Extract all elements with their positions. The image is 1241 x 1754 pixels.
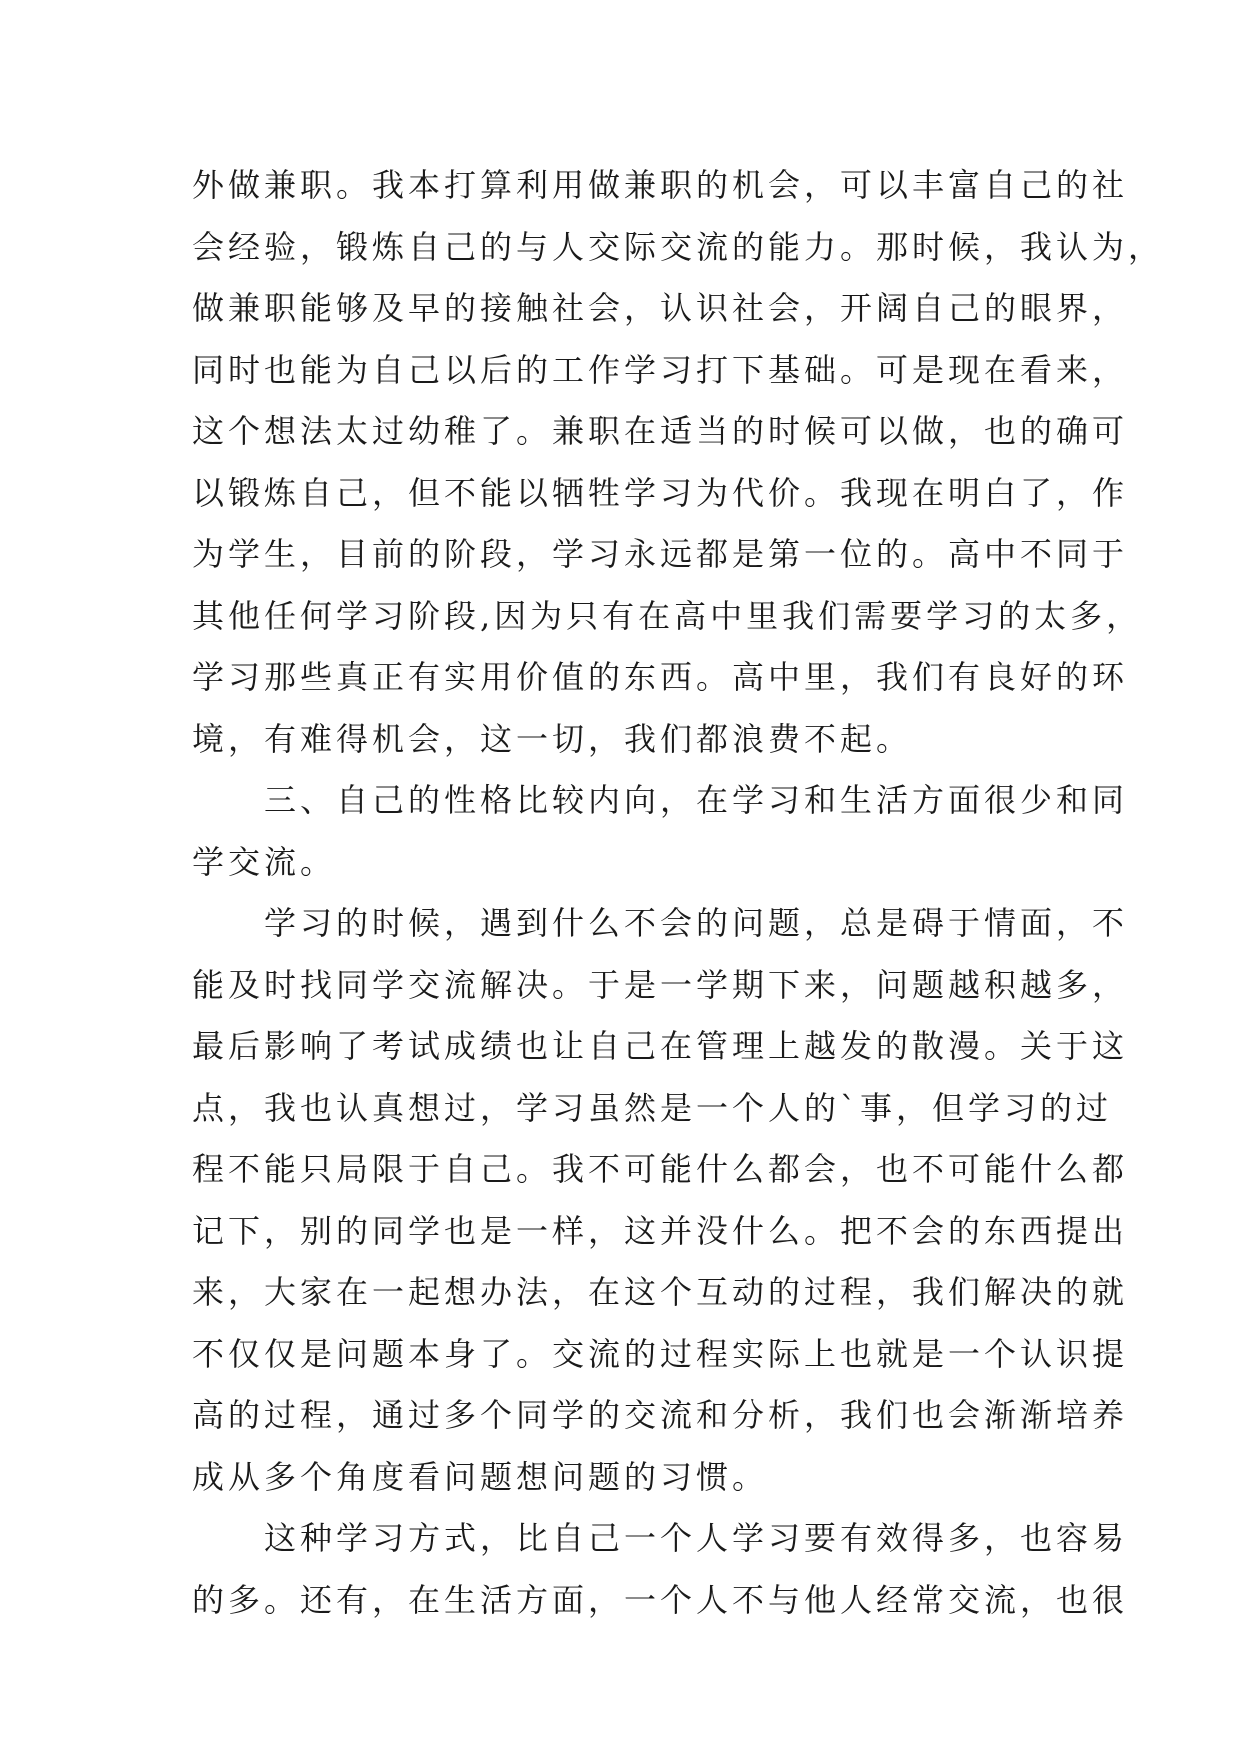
paragraph-start-line: 这种学习方式，比自己一个人学习要有效得多，也容易	[264, 1519, 1129, 1557]
text-line: 其他任何学习阶段,因为只有在高中里我们需要学习的太多，	[192, 596, 1143, 635]
text-line: 成从多个角度看问题想问题的习惯。	[192, 1457, 769, 1496]
text-line: 以锻炼自己，但不能以牺牲学习为代价。我现在明白了，作	[192, 473, 1129, 512]
text-line: 会经验，锻炼自己的与人交际交流的能力。那时候，我认为，	[192, 227, 1165, 266]
text-line: 外做兼职。我本打算利用做兼职的机会，可以丰富自己的社	[192, 166, 1129, 204]
text-line: 不仅仅是问题本身了。交流的过程实际上也就是一个认识提	[192, 1334, 1129, 1373]
paragraph-start-line: 学习的时候，遇到什么不会的问题，总是碍于情面，不	[264, 904, 1129, 942]
text-line: 程不能只局限于自己。我不可能什么都会，也不可能什么都	[192, 1150, 1129, 1188]
text-line: 的多。还有，在生活方面，一个人不与他人经常交流，也很	[192, 1580, 1129, 1619]
text-line: 这个想法太过幼稚了。兼职在适当的时候可以做，也的确可	[192, 412, 1129, 450]
text-line: 点，我也认真想过，学习虽然是一个人的`事，但学习的过	[192, 1088, 1113, 1127]
document-body	[192, 155, 1165, 1631]
text-line: 做兼职能够及早的接触社会，认识社会，开阔自己的眼界，	[192, 289, 1129, 327]
text-line: 学习那些真正有实用价值的东西。高中里，我们有良好的环	[192, 658, 1129, 696]
text-line: 最后影响了考试成绩也让自己在管理上越发的散漫。关于这	[192, 1027, 1129, 1065]
text-line: 学交流。	[192, 842, 337, 881]
paragraph-heading-line: 三、自己的性格比较内向，在学习和生活方面很少和同	[264, 781, 1129, 819]
text-line: 来，大家在一起想办法，在这个互动的过程，我们解决的就	[192, 1273, 1129, 1311]
text-line: 境，有难得机会，这一切，我们都浪费不起。	[192, 719, 913, 758]
text-line: 高的过程，通过多个同学的交流和分析，我们也会渐渐培养	[192, 1396, 1129, 1434]
text-line: 能及时找同学交流解决。于是一学期下来，问题越积越多，	[192, 965, 1129, 1004]
text-line: 记下，别的同学也是一样，这并没什么。把不会的东西提出	[192, 1211, 1129, 1250]
text-line: 同时也能为自己以后的工作学习打下基础。可是现在看来，	[192, 350, 1129, 389]
text-line: 为学生，目前的阶段，学习永远都是第一位的。高中不同于	[192, 535, 1129, 573]
